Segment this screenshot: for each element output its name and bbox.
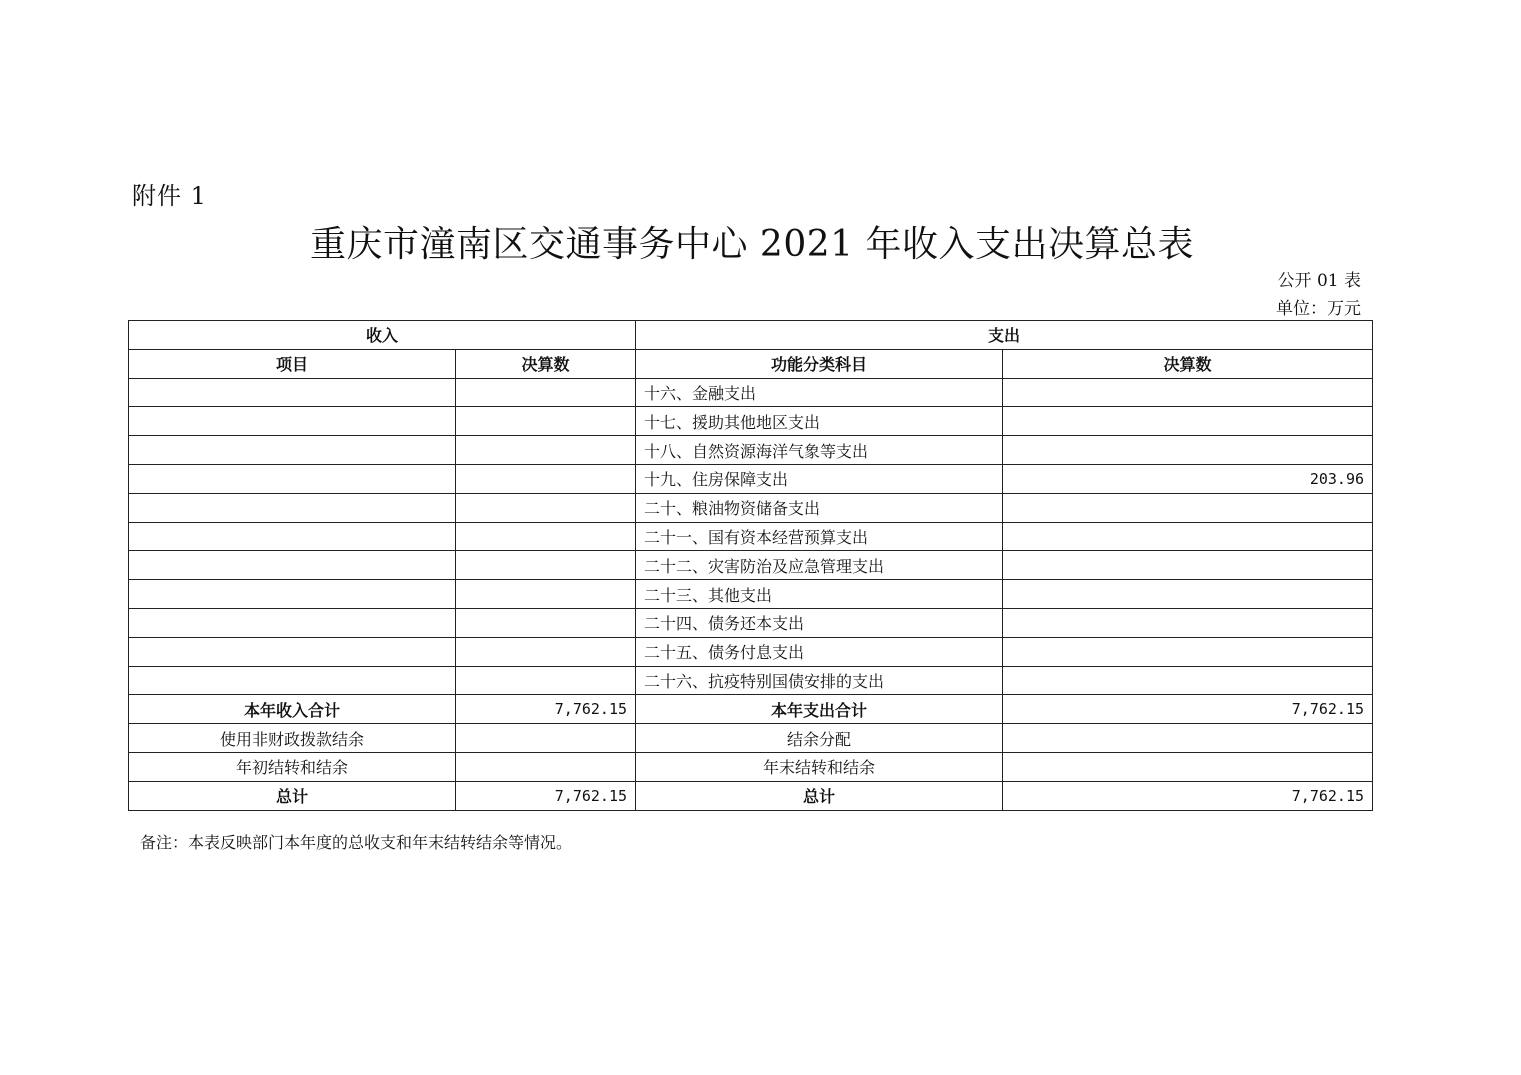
expense-amount-cell: 203.96 bbox=[1003, 464, 1373, 493]
expense-item-cell: 二十二、灾害防治及应急管理支出 bbox=[636, 551, 1003, 580]
table-row bbox=[129, 666, 1373, 695]
begin-balance-label: 年初结转和结余 bbox=[129, 752, 456, 781]
income-total-label: 本年收入合计 bbox=[129, 695, 456, 724]
expense-item-cell: 二十三、其他支出 bbox=[636, 580, 1003, 609]
table-row bbox=[129, 752, 1373, 781]
income-amount-cell bbox=[456, 464, 636, 493]
balance-distribution-label: 结余分配 bbox=[636, 724, 1003, 753]
table-row bbox=[129, 551, 1373, 580]
table-row bbox=[129, 724, 1373, 753]
expense-amount-cell bbox=[1003, 666, 1373, 695]
income-amount-cell bbox=[456, 378, 636, 407]
expense-amount-cell bbox=[1003, 378, 1373, 407]
income-item-cell bbox=[129, 551, 456, 580]
income-item-cell bbox=[129, 378, 456, 407]
income-amount-cell bbox=[456, 551, 636, 580]
income-item-cell bbox=[129, 493, 456, 522]
grand-total-value-left: 7,762.15 bbox=[456, 781, 636, 810]
expense-item-cell: 二十六、抗疫特别国债安排的支出 bbox=[636, 666, 1003, 695]
income-item-cell bbox=[129, 522, 456, 551]
expense-item-cell: 二十一、国有资本经营预算支出 bbox=[636, 522, 1003, 551]
attachment-label: 附件 1 bbox=[132, 182, 207, 210]
expense-item-cell: 十八、自然资源海洋气象等支出 bbox=[636, 436, 1003, 465]
end-balance-value bbox=[1003, 752, 1373, 781]
grand-total-label-right: 总计 bbox=[636, 781, 1003, 810]
expense-item-cell: 十六、金融支出 bbox=[636, 378, 1003, 407]
income-amount-cell bbox=[456, 637, 636, 666]
table-row bbox=[129, 493, 1373, 522]
expense-amount-cell bbox=[1003, 493, 1373, 522]
col-item-header: 项目 bbox=[129, 349, 456, 378]
table-row bbox=[129, 436, 1373, 465]
expense-item-cell: 十九、住房保障支出 bbox=[636, 464, 1003, 493]
table-row bbox=[129, 378, 1373, 407]
expense-item-cell: 二十五、债务付息支出 bbox=[636, 637, 1003, 666]
income-item-cell bbox=[129, 608, 456, 637]
column-header-row bbox=[129, 349, 1373, 378]
expense-total-value: 7,762.15 bbox=[1003, 695, 1373, 724]
nonfiscal-balance-label: 使用非财政拨款结余 bbox=[129, 724, 456, 753]
income-amount-cell bbox=[456, 407, 636, 436]
expense-amount-cell bbox=[1003, 608, 1373, 637]
table-row bbox=[129, 464, 1373, 493]
table-row bbox=[129, 522, 1373, 551]
income-amount-cell bbox=[456, 522, 636, 551]
form-number: 公开 01 表 bbox=[1277, 271, 1361, 291]
nonfiscal-balance-value bbox=[456, 724, 636, 753]
income-item-cell bbox=[129, 464, 456, 493]
expense-total-label: 本年支出合计 bbox=[636, 695, 1003, 724]
budget-summary-table bbox=[128, 320, 1373, 811]
income-total-value: 7,762.15 bbox=[456, 695, 636, 724]
col-income-amount-header: 决算数 bbox=[456, 349, 636, 378]
income-item-cell bbox=[129, 637, 456, 666]
table-row bbox=[129, 637, 1373, 666]
income-header: 收入 bbox=[129, 321, 636, 350]
unit-label: 单位：万元 bbox=[1276, 299, 1361, 319]
income-amount-cell bbox=[456, 436, 636, 465]
col-function-header: 功能分类科目 bbox=[636, 349, 1003, 378]
table-row bbox=[129, 580, 1373, 609]
expense-amount-cell bbox=[1003, 436, 1373, 465]
end-balance-label: 年末结转和结余 bbox=[636, 752, 1003, 781]
balance-distribution-value bbox=[1003, 724, 1373, 753]
table-row bbox=[129, 608, 1373, 637]
expense-amount-cell bbox=[1003, 637, 1373, 666]
grand-total-value-right: 7,762.15 bbox=[1003, 781, 1373, 810]
income-amount-cell bbox=[456, 666, 636, 695]
section-header-row bbox=[129, 321, 1373, 350]
income-item-cell bbox=[129, 666, 456, 695]
income-item-cell bbox=[129, 407, 456, 436]
footnote: 备注：本表反映部门本年度的总收支和年末结转结余等情况。 bbox=[140, 833, 573, 852]
income-item-cell bbox=[129, 580, 456, 609]
income-item-cell bbox=[129, 436, 456, 465]
income-amount-cell bbox=[456, 493, 636, 522]
begin-balance-value bbox=[456, 752, 636, 781]
col-expense-amount-header: 决算数 bbox=[1003, 349, 1373, 378]
income-amount-cell bbox=[456, 580, 636, 609]
income-amount-cell bbox=[456, 608, 636, 637]
expense-amount-cell bbox=[1003, 580, 1373, 609]
expense-item-cell: 二十四、债务还本支出 bbox=[636, 608, 1003, 637]
page-title: 重庆市潼南区交通事务中心 2021 年收入支出决算总表 bbox=[309, 224, 1194, 265]
expense-amount-cell bbox=[1003, 522, 1373, 551]
grand-total-label-left: 总计 bbox=[129, 781, 456, 810]
expense-amount-cell bbox=[1003, 407, 1373, 436]
expense-item-cell: 十七、援助其他地区支出 bbox=[636, 407, 1003, 436]
table-row bbox=[129, 407, 1373, 436]
expense-item-cell: 二十、粮油物资储备支出 bbox=[636, 493, 1003, 522]
expense-amount-cell bbox=[1003, 551, 1373, 580]
grand-total-row bbox=[129, 781, 1373, 810]
expense-header: 支出 bbox=[636, 321, 1373, 350]
annual-total-row bbox=[129, 695, 1373, 724]
